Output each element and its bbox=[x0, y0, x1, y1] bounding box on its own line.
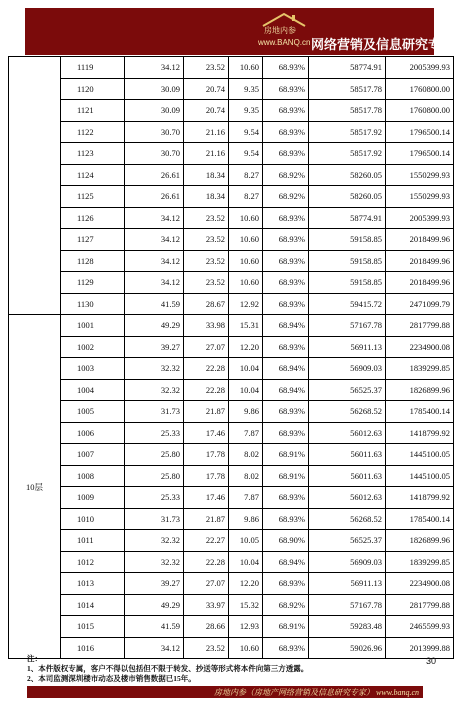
value-cell: 21.16 bbox=[184, 121, 229, 143]
value-cell: 56268.52 bbox=[309, 508, 386, 530]
value-cell: 68.93% bbox=[263, 229, 309, 251]
value-cell: 56012.63 bbox=[309, 487, 386, 509]
value-cell: 68.94% bbox=[263, 315, 309, 337]
table-row bbox=[9, 336, 454, 358]
value-cell: 1550299.93 bbox=[386, 164, 454, 186]
table-row bbox=[9, 401, 454, 423]
value-cell: 41.59 bbox=[125, 293, 184, 315]
value-cell: 2817799.88 bbox=[386, 594, 454, 616]
value-cell: 1839299.85 bbox=[386, 358, 454, 380]
value-cell: 31.73 bbox=[125, 401, 184, 423]
table-row bbox=[9, 422, 454, 444]
value-cell: 30.70 bbox=[125, 143, 184, 165]
value-cell: 56909.03 bbox=[309, 358, 386, 380]
value-cell: 10.60 bbox=[229, 229, 263, 251]
footer-bar bbox=[27, 686, 423, 698]
brand-slogan: 网络营销及信息研究专家 bbox=[311, 37, 455, 52]
value-cell: 68.93% bbox=[263, 293, 309, 315]
table-row bbox=[9, 164, 454, 186]
value-cell: 68.93% bbox=[263, 57, 309, 79]
unit-number-cell: 1130 bbox=[61, 293, 125, 315]
value-cell: 56268.52 bbox=[309, 401, 386, 423]
value-cell: 68.93% bbox=[263, 207, 309, 229]
value-cell: 23.52 bbox=[184, 637, 229, 659]
value-cell: 30.70 bbox=[125, 121, 184, 143]
value-cell: 31.73 bbox=[125, 508, 184, 530]
value-cell: 56911.13 bbox=[309, 336, 386, 358]
value-cell: 10.05 bbox=[229, 530, 263, 552]
table-row bbox=[9, 250, 454, 272]
value-cell: 26.61 bbox=[125, 164, 184, 186]
unit-number-cell: 1123 bbox=[61, 143, 125, 165]
footer-notes bbox=[27, 654, 427, 684]
value-cell: 10.60 bbox=[229, 637, 263, 659]
value-cell: 12.20 bbox=[229, 573, 263, 595]
unit-number-cell: 1129 bbox=[61, 272, 125, 294]
value-cell: 25.33 bbox=[125, 422, 184, 444]
value-cell: 57167.78 bbox=[309, 315, 386, 337]
unit-number-cell: 1002 bbox=[61, 336, 125, 358]
value-cell: 59158.85 bbox=[309, 272, 386, 294]
value-cell: 9.54 bbox=[229, 143, 263, 165]
unit-number-cell: 1007 bbox=[61, 444, 125, 466]
value-cell: 28.66 bbox=[184, 616, 229, 638]
value-cell: 1760800.00 bbox=[386, 78, 454, 100]
value-cell: 7.87 bbox=[229, 487, 263, 509]
value-cell: 21.16 bbox=[184, 143, 229, 165]
value-cell: 58774.91 bbox=[309, 57, 386, 79]
value-cell: 9.54 bbox=[229, 121, 263, 143]
table-row bbox=[9, 530, 454, 552]
value-cell: 1785400.14 bbox=[386, 508, 454, 530]
table-row bbox=[9, 551, 454, 573]
value-cell: 9.86 bbox=[229, 401, 263, 423]
value-cell: 68.93% bbox=[263, 508, 309, 530]
value-cell: 56525.37 bbox=[309, 379, 386, 401]
unit-number-cell: 1124 bbox=[61, 164, 125, 186]
unit-number-cell: 1120 bbox=[61, 78, 125, 100]
value-cell: 15.31 bbox=[229, 315, 263, 337]
value-cell: 1445100.05 bbox=[386, 465, 454, 487]
value-cell: 1445100.05 bbox=[386, 444, 454, 466]
value-cell: 33.97 bbox=[184, 594, 229, 616]
value-cell: 59158.85 bbox=[309, 250, 386, 272]
value-cell: 8.27 bbox=[229, 186, 263, 208]
value-cell: 22.28 bbox=[184, 379, 229, 401]
value-cell: 32.32 bbox=[125, 358, 184, 380]
footer-bar-text: 房地内参（房地产网络营销及信息研究专家） www.banq.cn bbox=[214, 688, 419, 697]
floor-label: 10层 bbox=[9, 315, 61, 659]
value-cell: 68.93% bbox=[263, 121, 309, 143]
value-cell: 58517.78 bbox=[309, 100, 386, 122]
value-cell: 10.60 bbox=[229, 57, 263, 79]
value-cell: 9.35 bbox=[229, 100, 263, 122]
value-cell: 10.04 bbox=[229, 551, 263, 573]
value-cell: 10.60 bbox=[229, 207, 263, 229]
value-cell: 58260.05 bbox=[309, 164, 386, 186]
value-cell: 68.93% bbox=[263, 422, 309, 444]
value-cell: 22.28 bbox=[184, 358, 229, 380]
value-cell: 17.78 bbox=[184, 465, 229, 487]
value-cell: 1785400.14 bbox=[386, 401, 454, 423]
value-cell: 27.07 bbox=[184, 573, 229, 595]
value-cell: 10.04 bbox=[229, 379, 263, 401]
brand-name: 房地内参 bbox=[264, 26, 296, 35]
unit-number-cell: 1010 bbox=[61, 508, 125, 530]
value-cell: 18.34 bbox=[184, 164, 229, 186]
value-cell: 68.91% bbox=[263, 444, 309, 466]
value-cell: 57167.78 bbox=[309, 594, 386, 616]
value-cell: 7.87 bbox=[229, 422, 263, 444]
value-cell: 34.12 bbox=[125, 57, 184, 79]
table-row bbox=[9, 315, 454, 337]
table-row bbox=[9, 272, 454, 294]
value-cell: 2018499.96 bbox=[386, 250, 454, 272]
value-cell: 25.80 bbox=[125, 444, 184, 466]
value-cell: 18.34 bbox=[184, 186, 229, 208]
value-cell: 59158.85 bbox=[309, 229, 386, 251]
unit-number-cell: 1012 bbox=[61, 551, 125, 573]
value-cell: 33.98 bbox=[184, 315, 229, 337]
value-cell: 68.94% bbox=[263, 551, 309, 573]
value-cell: 17.78 bbox=[184, 444, 229, 466]
value-cell: 34.12 bbox=[125, 250, 184, 272]
value-cell: 58517.92 bbox=[309, 121, 386, 143]
value-cell: 58260.05 bbox=[309, 186, 386, 208]
value-cell: 1826899.96 bbox=[386, 530, 454, 552]
table-row bbox=[9, 293, 454, 315]
value-cell: 10.60 bbox=[229, 272, 263, 294]
value-cell: 68.94% bbox=[263, 358, 309, 380]
value-cell: 56012.63 bbox=[309, 422, 386, 444]
unit-number-cell: 1013 bbox=[61, 573, 125, 595]
value-cell: 1550299.93 bbox=[386, 186, 454, 208]
value-cell: 49.29 bbox=[125, 315, 184, 337]
value-cell: 68.91% bbox=[263, 616, 309, 638]
unit-number-cell: 1004 bbox=[61, 379, 125, 401]
value-cell: 22.28 bbox=[184, 551, 229, 573]
value-cell: 2018499.96 bbox=[386, 272, 454, 294]
value-cell: 68.93% bbox=[263, 573, 309, 595]
unit-number-cell: 1016 bbox=[61, 637, 125, 659]
value-cell: 9.35 bbox=[229, 78, 263, 100]
value-cell: 32.32 bbox=[125, 530, 184, 552]
value-cell: 2018499.96 bbox=[386, 229, 454, 251]
sales-price-table bbox=[8, 56, 454, 659]
value-cell: 68.93% bbox=[263, 336, 309, 358]
value-cell: 8.27 bbox=[229, 164, 263, 186]
unit-number-cell: 1005 bbox=[61, 401, 125, 423]
value-cell: 68.93% bbox=[263, 143, 309, 165]
value-cell: 20.74 bbox=[184, 100, 229, 122]
table-row bbox=[9, 444, 454, 466]
unit-number-cell: 1009 bbox=[61, 487, 125, 509]
value-cell: 68.92% bbox=[263, 186, 309, 208]
value-cell: 23.52 bbox=[184, 250, 229, 272]
unit-number-cell: 1006 bbox=[61, 422, 125, 444]
value-cell: 56909.03 bbox=[309, 551, 386, 573]
value-cell: 1796500.14 bbox=[386, 143, 454, 165]
value-cell: 9.86 bbox=[229, 508, 263, 530]
value-cell: 34.12 bbox=[125, 207, 184, 229]
value-cell: 56525.37 bbox=[309, 530, 386, 552]
value-cell: 28.67 bbox=[184, 293, 229, 315]
value-cell: 59283.48 bbox=[309, 616, 386, 638]
table-row bbox=[9, 358, 454, 380]
value-cell: 41.59 bbox=[125, 616, 184, 638]
table-row bbox=[9, 508, 454, 530]
table-row bbox=[9, 78, 454, 100]
value-cell: 2013999.88 bbox=[386, 637, 454, 659]
value-cell: 8.02 bbox=[229, 444, 263, 466]
value-cell: 58774.91 bbox=[309, 207, 386, 229]
table-body bbox=[9, 57, 454, 659]
table-row bbox=[9, 594, 454, 616]
note-line-2: 2、本司监测深圳楼市动态及楼市销售数据已15年。 bbox=[27, 674, 196, 683]
table-row bbox=[9, 465, 454, 487]
table-row bbox=[9, 143, 454, 165]
value-cell: 32.32 bbox=[125, 379, 184, 401]
table-row bbox=[9, 100, 454, 122]
value-cell: 12.92 bbox=[229, 293, 263, 315]
value-cell: 23.52 bbox=[184, 272, 229, 294]
value-cell: 39.27 bbox=[125, 336, 184, 358]
value-cell: 59026.96 bbox=[309, 637, 386, 659]
value-cell: 49.29 bbox=[125, 594, 184, 616]
value-cell: 2234900.08 bbox=[386, 573, 454, 595]
value-cell: 68.90% bbox=[263, 530, 309, 552]
value-cell: 10.60 bbox=[229, 250, 263, 272]
value-cell: 27.07 bbox=[184, 336, 229, 358]
unit-number-cell: 1011 bbox=[61, 530, 125, 552]
value-cell: 68.93% bbox=[263, 250, 309, 272]
value-cell: 25.33 bbox=[125, 487, 184, 509]
value-cell: 21.87 bbox=[184, 401, 229, 423]
value-cell: 2465599.93 bbox=[386, 616, 454, 638]
value-cell: 20.74 bbox=[184, 78, 229, 100]
value-cell: 12.93 bbox=[229, 616, 263, 638]
unit-number-cell: 1127 bbox=[61, 229, 125, 251]
value-cell: 1760800.00 bbox=[386, 100, 454, 122]
value-cell: 1418799.92 bbox=[386, 487, 454, 509]
unit-number-cell: 1121 bbox=[61, 100, 125, 122]
unit-number-cell: 1014 bbox=[61, 594, 125, 616]
unit-number-cell: 1128 bbox=[61, 250, 125, 272]
table-row bbox=[9, 121, 454, 143]
value-cell: 34.12 bbox=[125, 229, 184, 251]
value-cell: 2005399.93 bbox=[386, 57, 454, 79]
value-cell: 68.91% bbox=[263, 465, 309, 487]
value-cell: 30.09 bbox=[125, 78, 184, 100]
value-cell: 2817799.88 bbox=[386, 315, 454, 337]
header-banner bbox=[25, 8, 455, 55]
value-cell: 2471099.79 bbox=[386, 293, 454, 315]
value-cell: 2005399.93 bbox=[386, 207, 454, 229]
value-cell: 26.61 bbox=[125, 186, 184, 208]
value-cell: 58517.92 bbox=[309, 143, 386, 165]
unit-number-cell: 1126 bbox=[61, 207, 125, 229]
unit-number-cell: 1003 bbox=[61, 358, 125, 380]
value-cell: 34.12 bbox=[125, 637, 184, 659]
value-cell: 1796500.14 bbox=[386, 121, 454, 143]
unit-number-cell: 1015 bbox=[61, 616, 125, 638]
value-cell: 68.94% bbox=[263, 379, 309, 401]
table-row bbox=[9, 616, 454, 638]
table-row bbox=[9, 207, 454, 229]
value-cell: 68.92% bbox=[263, 594, 309, 616]
value-cell: 21.87 bbox=[184, 508, 229, 530]
unit-number-cell: 1119 bbox=[61, 57, 125, 79]
value-cell: 23.52 bbox=[184, 57, 229, 79]
value-cell: 56011.63 bbox=[309, 444, 386, 466]
unit-number-cell: 1001 bbox=[61, 315, 125, 337]
value-cell: 15.32 bbox=[229, 594, 263, 616]
value-cell: 59415.72 bbox=[309, 293, 386, 315]
note-title: 注： bbox=[27, 654, 42, 663]
value-cell: 17.46 bbox=[184, 487, 229, 509]
table-row bbox=[9, 186, 454, 208]
floor-label bbox=[9, 57, 61, 315]
note-line-1: 1、本件版权专属，客户不得以包括但不限于转发、抄送等形式将本件向第三方透露。 bbox=[27, 664, 309, 673]
value-cell: 68.93% bbox=[263, 100, 309, 122]
value-cell: 68.93% bbox=[263, 487, 309, 509]
value-cell: 1839299.85 bbox=[386, 551, 454, 573]
value-cell: 32.32 bbox=[125, 551, 184, 573]
value-cell: 68.93% bbox=[263, 78, 309, 100]
table-row bbox=[9, 57, 454, 79]
value-cell: 68.92% bbox=[263, 164, 309, 186]
value-cell: 10.04 bbox=[229, 358, 263, 380]
unit-number-cell: 1122 bbox=[61, 121, 125, 143]
value-cell: 68.93% bbox=[263, 401, 309, 423]
value-cell: 68.93% bbox=[263, 637, 309, 659]
value-cell: 39.27 bbox=[125, 573, 184, 595]
unit-number-cell: 1125 bbox=[61, 186, 125, 208]
value-cell: 12.20 bbox=[229, 336, 263, 358]
value-cell: 22.27 bbox=[184, 530, 229, 552]
value-cell: 8.02 bbox=[229, 465, 263, 487]
value-cell: 17.46 bbox=[184, 422, 229, 444]
value-cell: 23.52 bbox=[184, 229, 229, 251]
value-cell: 30.09 bbox=[125, 100, 184, 122]
value-cell: 56011.63 bbox=[309, 465, 386, 487]
value-cell: 1826899.96 bbox=[386, 379, 454, 401]
value-cell: 56911.13 bbox=[309, 573, 386, 595]
page-number: 30 bbox=[426, 656, 437, 666]
value-cell: 1418799.92 bbox=[386, 422, 454, 444]
value-cell: 23.52 bbox=[184, 207, 229, 229]
value-cell: 2234900.08 bbox=[386, 336, 454, 358]
table-row bbox=[9, 573, 454, 595]
unit-number-cell: 1008 bbox=[61, 465, 125, 487]
table-row bbox=[9, 379, 454, 401]
value-cell: 58517.78 bbox=[309, 78, 386, 100]
table-row bbox=[9, 229, 454, 251]
table-row bbox=[9, 487, 454, 509]
value-cell: 25.80 bbox=[125, 465, 184, 487]
value-cell: 34.12 bbox=[125, 272, 184, 294]
brand-url: www.BANQ.cn bbox=[258, 38, 311, 47]
value-cell: 68.93% bbox=[263, 272, 309, 294]
